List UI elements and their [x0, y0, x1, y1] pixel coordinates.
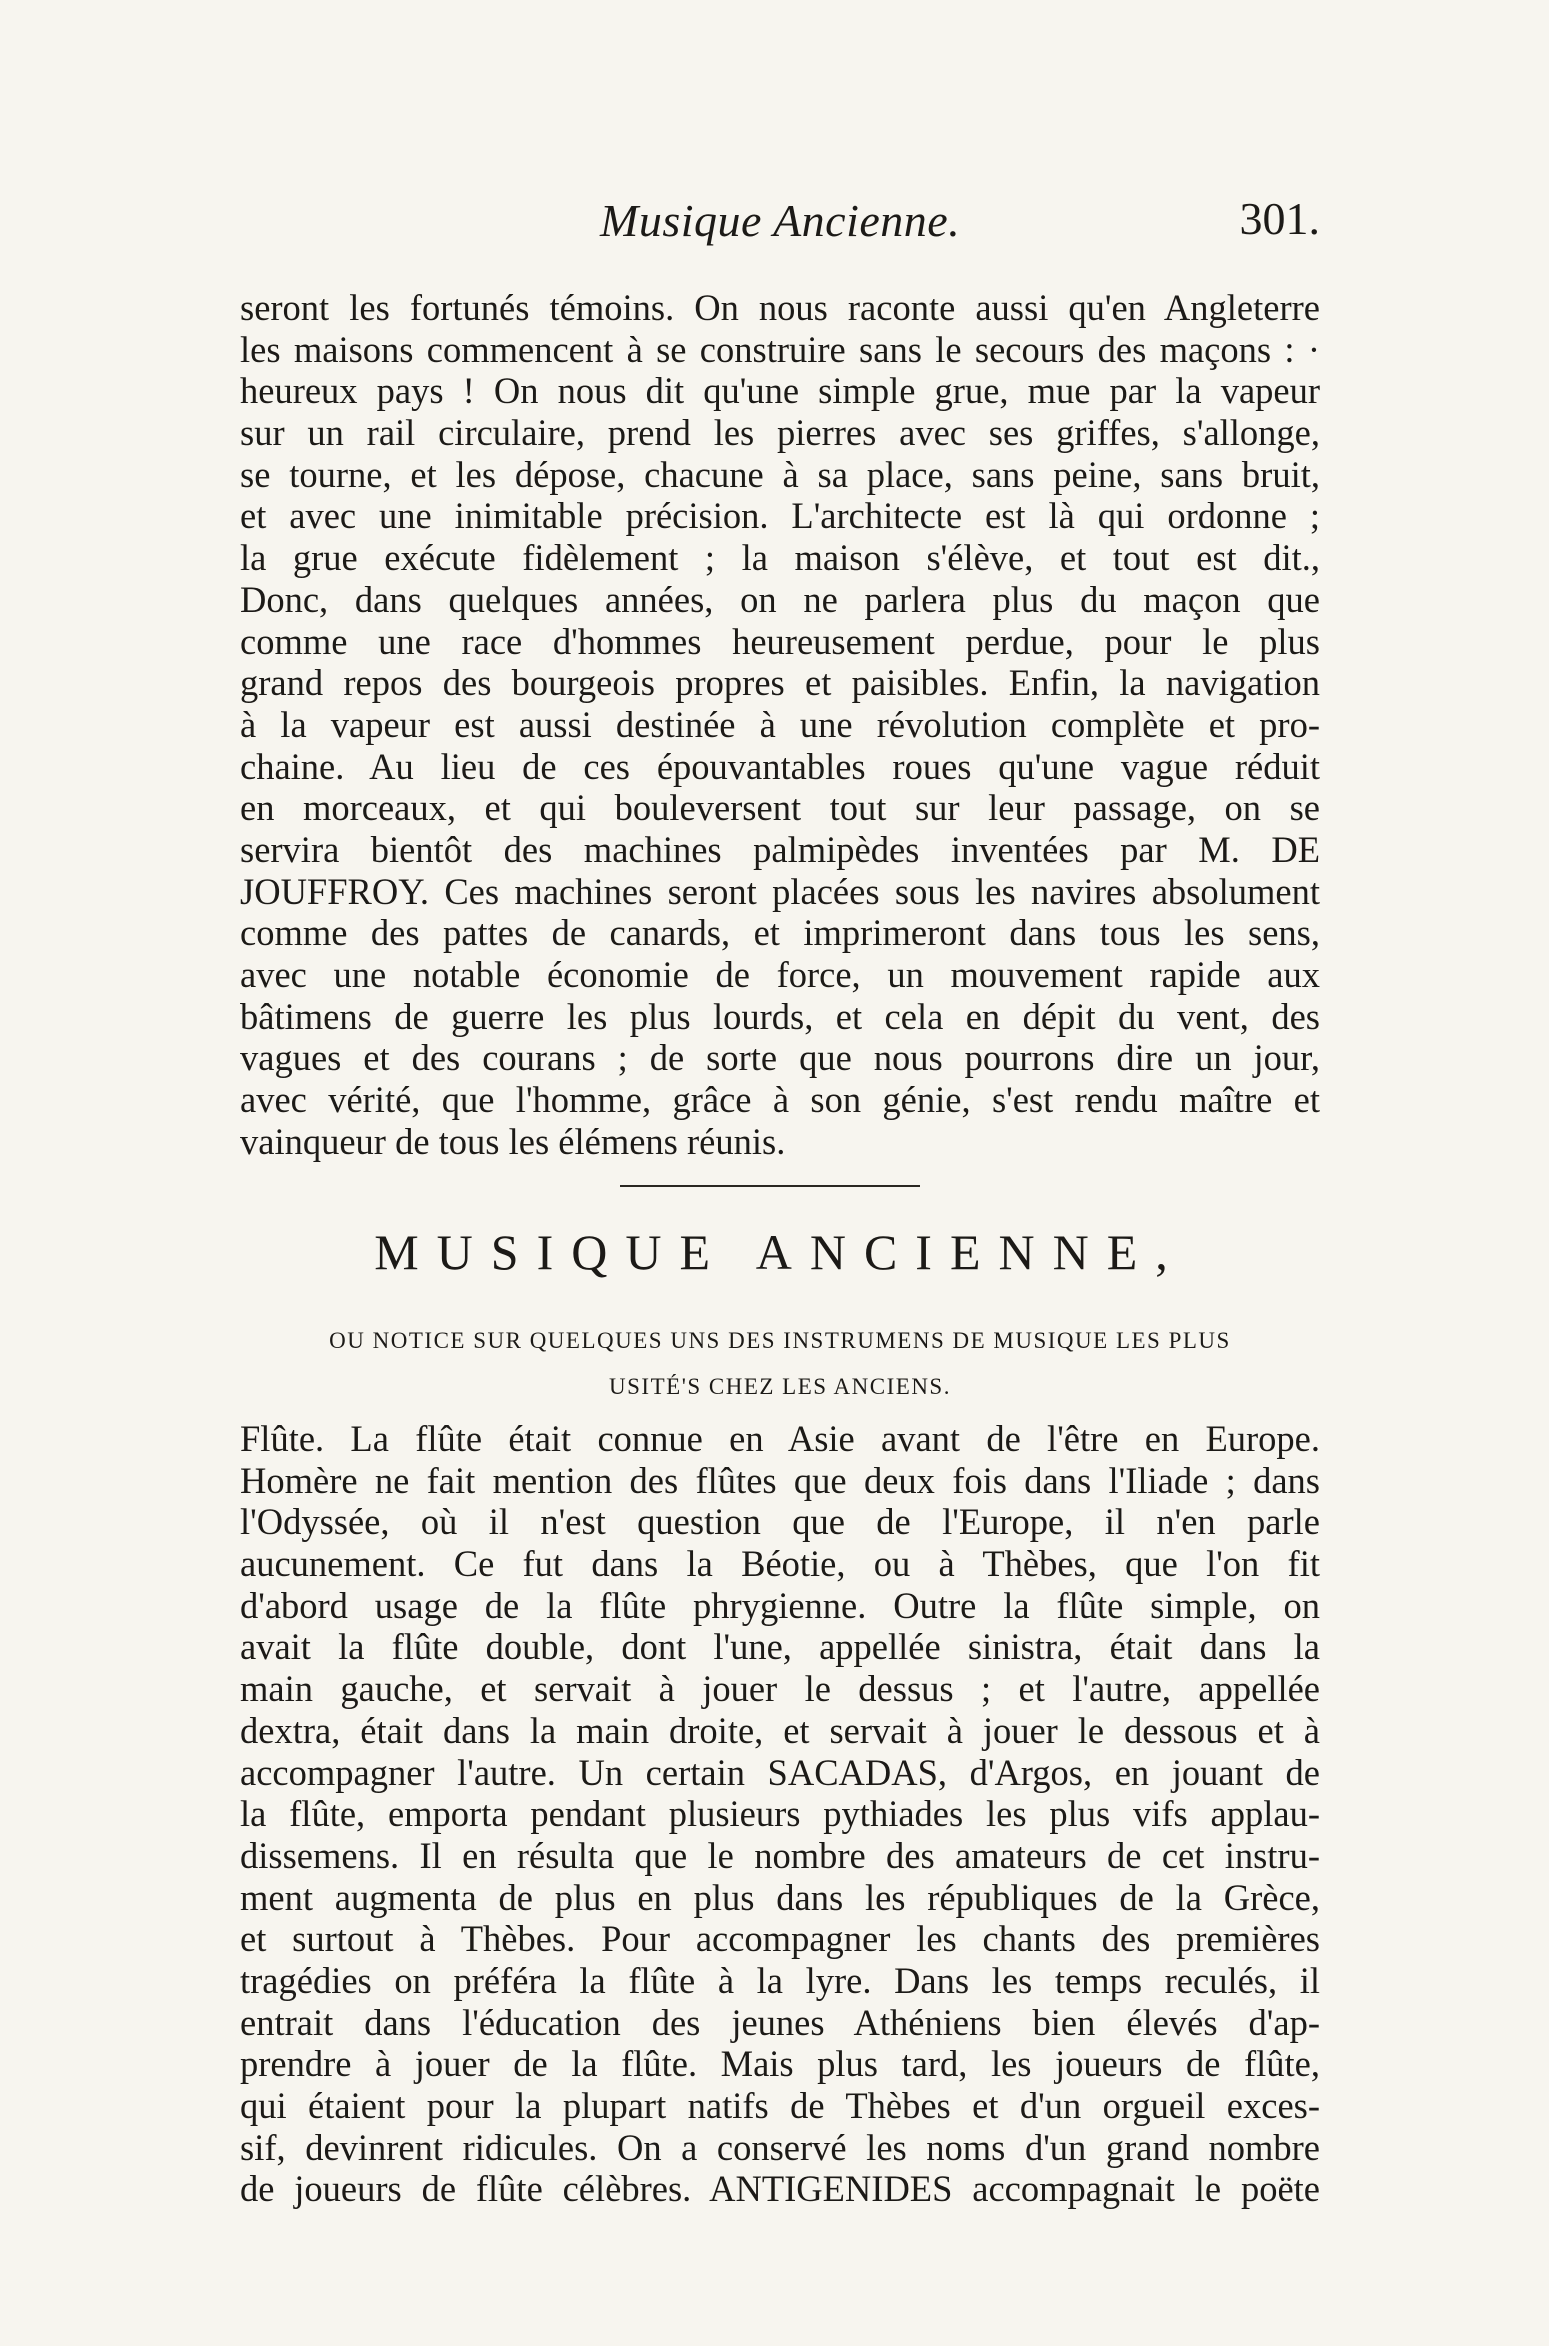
running-title: Musique Ancienne.: [600, 195, 961, 246]
text-line: aucunement. Ce fut dans la Béotie, ou à Thèbes, que l'on fit: [240, 1543, 1320, 1585]
text-line: tragédies on préféra la flûte à la lyre. Dans les temps reculés, il: [240, 1959, 1320, 2001]
text-line: dissemens. Il en résulta que le nombre des amateurs de cet instru-: [240, 1834, 1320, 1876]
subtitle-line: OU NOTICE SUR QUELQUES UNS DES INSTRUMENS DE MUSIQUE LES PLUS: [329, 1328, 1231, 1353]
subtitle-line: USITÉ'S CHEZ LES ANCIENS.: [609, 1374, 951, 1399]
text-line: d'abord usage de la flûte phrygienne. Outre la flûte simple, on: [240, 1584, 1320, 1626]
text-line: qui étaient pour la plupart natifs de Thèbes et d'un orgueil exces-: [240, 2085, 1320, 2126]
text-line: la grue exécute fidèlement ; la maison s'élève, et tout est dit.,: [240, 537, 1320, 579]
text-line: comme une race d'hommes heureusement perdue, pour le plus: [240, 620, 1320, 662]
paragraph-flute: [240, 1418, 1320, 2210]
text-line: l'Odyssée, où il n'est question que de l'Europe, il n'en parle: [240, 1501, 1320, 1543]
text-line: heureux pays ! On nous dit qu'une simple grue, mue par la vapeur: [240, 370, 1320, 412]
text-line: chaine. Au lieu de ces épouvantables roues qu'une vague réduit: [240, 745, 1320, 787]
text-line: dextra, était dans la main droite, et servait à jouer le dessous et à: [240, 1709, 1320, 1751]
text-line: sur un rail circulaire, prend les pierres avec ses griffes, s'allonge,: [240, 412, 1320, 454]
text-line: seront les fortunés témoins. On nous raconte aussi qu'en Angleterre: [240, 287, 1320, 328]
text-line: grand repos des bourgeois propres et paisibles. Enfin, la navigation: [240, 662, 1320, 704]
text-line: à la vapeur est aussi destinée à une révolution complète et pro-: [240, 703, 1320, 745]
page-header: [240, 188, 1320, 258]
text-line: de joueurs de flûte célèbres. ANTIGENIDES accompagnait le poëte: [240, 2168, 1320, 2210]
text-line: avec vérité, que l'homme, grâce à son génie, s'est rendu maître et: [240, 1079, 1320, 1121]
section-subtitle: [240, 1318, 1320, 1410]
page-number: 301.: [1239, 193, 1320, 244]
section-divider: [620, 1185, 920, 1187]
text-line: prendre à jouer de la flûte. Mais plus tard, les joueurs de flûte,: [240, 2043, 1320, 2085]
text-line: accompagner l'autre. Un certain SACADAS, d'Argos, en jouant de: [240, 1751, 1320, 1793]
text-line: ment augmenta de plus en plus dans les républiques de la Grèce,: [240, 1876, 1320, 1918]
section-title: MUSIQUE ANCIENNE,: [374, 1224, 1186, 1280]
text-line: Donc, dans quelques années, on ne parlera plus du maçon que: [240, 578, 1320, 620]
text-line: bâtimens de guerre les plus lourds, et cela en dépit du vent, des: [240, 995, 1320, 1037]
text-line: comme des pattes de canards, et imprimeront dans tous les sens,: [240, 912, 1320, 954]
text-line: Flûte. La flûte était connue en Asie avant de l'être en Europe.: [240, 1418, 1320, 1459]
text-line: vagues et des courans ; de sorte que nous pourrons dire un jour,: [240, 1037, 1320, 1079]
text-line: entrait dans l'éducation des jeunes Athéniens bien élevés d'ap-: [240, 2001, 1320, 2043]
text-line: vainqueur de tous les élémens réunis.: [240, 1120, 786, 1162]
text-line: avait la flûte double, dont l'une, appellée sinistra, était dans la: [240, 1626, 1320, 1668]
text-line: Homère ne fait mention des flûtes que deux fois dans l'Iliade ; dans: [240, 1459, 1320, 1501]
text-line: JOUFFROY. Ces machines seront placées sous les navires absolument: [240, 870, 1320, 912]
text-line: servira bientôt des machines palmipèdes inventées par M. DE: [240, 828, 1320, 870]
text-line: et avec une inimitable précision. L'architecte est là qui ordonne ;: [240, 495, 1320, 537]
text-line: et surtout à Thèbes. Pour accompagner les chants des premières: [240, 1918, 1320, 1960]
text-line: sif, devinrent ridicules. On a conservé les noms d'un grand nombre: [240, 2126, 1320, 2168]
text-line: la flûte, emporta pendant plusieurs pythiades les plus vifs applau-: [240, 1793, 1320, 1835]
text-line: les maisons commencent à se construire sans le secours des maçons : ·: [240, 328, 1320, 370]
text-line: se tourne, et les dépose, chacune à sa place, sans peine, sans bruit,: [240, 453, 1320, 495]
text-line: main gauche, et servait à jouer le dessus ; et l'autre, appellée: [240, 1668, 1320, 1710]
text-line: en morceaux, et qui bouleversent tout sur leur passage, on se: [240, 787, 1320, 829]
text-line: avec une notable économie de force, un mouvement rapide aux: [240, 954, 1320, 995]
paragraph-continued: [240, 287, 1320, 1162]
